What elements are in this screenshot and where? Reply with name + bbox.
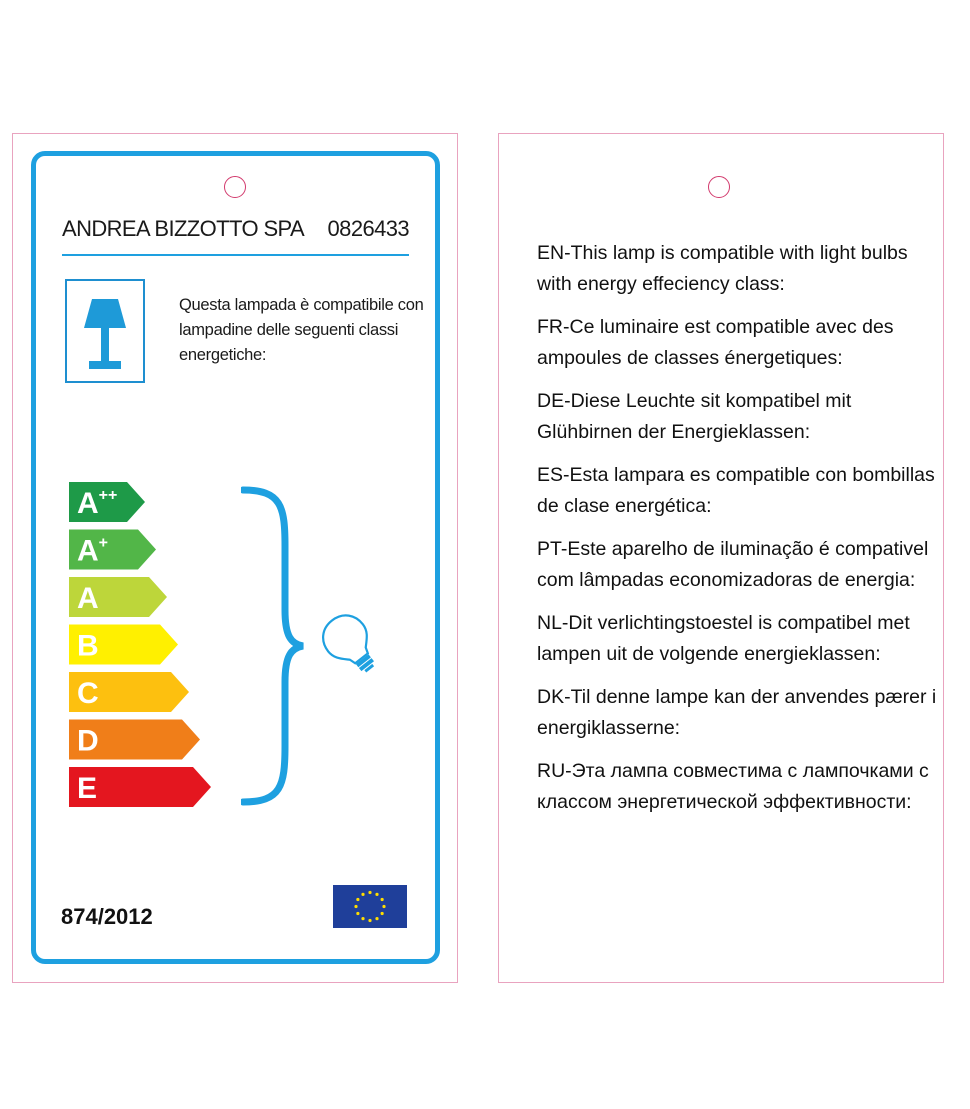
eu-star — [356, 898, 359, 901]
translation-en: EN-This lamp is compatible with light bulbs with energy effeciency class: — [537, 242, 908, 295]
energy-class-arrow — [69, 530, 156, 570]
eu-star — [368, 891, 371, 894]
compatibility-text-it: Questa lampada è compatibile con lampadine delle seguenti classi energetiche: — [179, 296, 424, 364]
eu-flag-icon — [333, 885, 407, 928]
regulation-number: 874/2012 — [61, 904, 153, 929]
energy-class-letter: B — [77, 629, 99, 663]
eu-star — [375, 893, 378, 896]
energy-class-letter: D — [77, 724, 99, 758]
energy-label-front — [12, 133, 458, 983]
table-lamp-icon — [65, 279, 145, 383]
hang-hole — [224, 176, 246, 198]
eu-star — [354, 905, 357, 908]
translation-de: DE-Diese Leuchte sit kompatibel mit Glühbirnen der Energieklassen: — [537, 390, 852, 443]
energy-class-letter: E — [77, 772, 98, 805]
eu-star — [361, 893, 364, 896]
header-divider — [62, 254, 409, 256]
energy-class-arrow — [69, 625, 178, 665]
translation-fr: FR-Ce luminaire est compatible avec des ampoules de classes énergetiques: — [537, 316, 894, 369]
translations-list — [537, 238, 937, 830]
eu-star — [381, 898, 384, 901]
energy-class-arrow — [69, 672, 189, 712]
energy-class-arrow — [69, 482, 145, 522]
eu-star — [361, 917, 364, 920]
energy-class-letter: A — [77, 582, 99, 615]
eu-star — [382, 905, 385, 908]
translation-nl: NL-Dit verlichtingstoestel is compatibel met lampen uit de volgende energieklassen: — [537, 612, 910, 665]
energy-class-letter: C — [77, 677, 99, 710]
translation-dk: DK-Til denne lampe kan der anvendes pærer i energiklasserne: — [537, 686, 937, 739]
translation-pt: PT-Este aparelho de iluminação é compativel com lâmpadas economizadoras de energia: — [537, 538, 929, 591]
eu-star — [375, 917, 378, 920]
energy-class-letter: A+ — [77, 534, 109, 568]
energy-class-letter: A++ — [77, 487, 118, 520]
energy-class-scale — [69, 482, 229, 812]
product-code: 0826433 — [327, 216, 409, 241]
light-bulb-icon — [318, 609, 382, 679]
energy-label-back — [498, 133, 944, 983]
eu-star — [381, 912, 384, 915]
eu-star — [356, 912, 359, 915]
energy-class-arrow — [69, 767, 211, 807]
hang-hole — [708, 176, 730, 198]
energy-class-arrow — [69, 720, 200, 760]
translation-ru: RU-Эта лампа совместима с лампочками с классом энергетической эффективности: — [537, 760, 929, 813]
energy-class-arrow — [69, 577, 167, 617]
bracket-brace — [241, 486, 311, 806]
translation-es: ES-Esta lampara es compatible con bombillas de clase energética: — [537, 464, 935, 517]
label-header — [62, 216, 409, 242]
eu-star — [368, 919, 371, 922]
company-name: ANDREA BIZZOTTO SPA — [62, 216, 305, 241]
